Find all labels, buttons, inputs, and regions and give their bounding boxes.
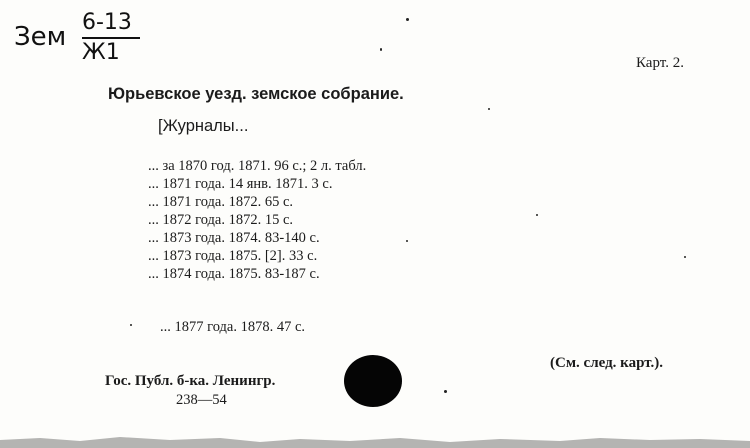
shelfmark-numerator: 6-13 <box>82 10 132 35</box>
list-item: ... за 1870 год. 1871. 96 с.; 2 л. табл. <box>148 158 367 174</box>
shelfmark-denominator: Ж1 <box>82 40 120 65</box>
list-item: ... 1871 года. 1872. 65 с. <box>148 194 294 210</box>
speck <box>488 108 490 110</box>
speck <box>380 48 382 51</box>
list-item: ... 1874 года. 1875. 83-187 с. <box>148 266 320 282</box>
entry-list <box>148 157 366 283</box>
ink-stamp-blot <box>344 355 402 407</box>
see-next-card-note: (См. след. карт.). <box>550 355 663 371</box>
list-item: ... 1873 года. 1874. 83-140 с. <box>148 230 320 246</box>
list-item-last: ... 1877 года. 1878. 47 с. <box>160 319 306 335</box>
card-subheading: [Журналы... <box>158 117 249 135</box>
card-heading: Юрьевское уезд. земское собрание. <box>108 85 404 103</box>
card-number: Карт. 2. <box>636 55 684 71</box>
speck <box>444 390 447 393</box>
speck <box>406 240 408 242</box>
speck <box>130 324 132 326</box>
list-item: ... 1871 года. 14 янв. 1871. 3 с. <box>148 176 333 192</box>
accession-number: 238—54 <box>176 392 227 408</box>
speck <box>536 214 538 216</box>
shelfmark-fraction <box>82 10 146 65</box>
speck <box>406 18 409 21</box>
speck <box>684 256 686 258</box>
card-bottom-edge <box>0 430 750 448</box>
list-item: ... 1873 года. 1875. [2]. 33 с. <box>148 248 318 264</box>
library-stamp-text: Гос. Публ. б-ка. Ленингр. <box>105 373 276 389</box>
list-item: ... 1872 года. 1872. 15 с. <box>148 212 294 228</box>
fraction-bar <box>82 37 140 39</box>
shelfmark-prefix: Зем <box>14 22 67 52</box>
